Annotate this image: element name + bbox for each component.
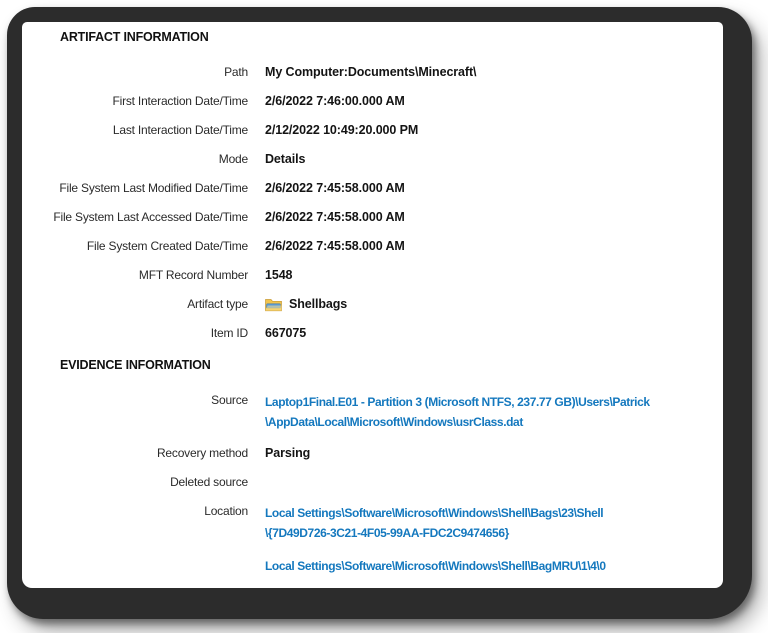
location-label-2 (35, 556, 248, 572)
last-interaction-value: 2/12/2022 10:49:20.000 PM (265, 123, 419, 137)
path-value: My Computer:Documents\Minecraft\ (265, 65, 477, 79)
fs-created-value: 2/6/2022 7:45:58.000 AM (265, 239, 405, 253)
artifact-type-row (35, 296, 723, 312)
folder-icon (265, 297, 282, 312)
artifact-details-panel (22, 22, 723, 588)
artifact-type-value: Shellbags (289, 297, 348, 311)
fs-created-label: File System Created Date/Time (86, 239, 248, 253)
last-interaction-row (35, 122, 723, 138)
artifact-type-value-group (265, 296, 720, 312)
fs-created-row (35, 238, 723, 254)
path-row (35, 64, 723, 80)
first-interaction-value: 2/6/2022 7:46:00.000 AM (265, 94, 405, 108)
artifact-information-header: ARTIFACT INFORMATION (60, 30, 209, 44)
item-id-label: Item ID (210, 326, 248, 340)
deleted-source-label: Deleted source (170, 475, 248, 489)
mft-record-label: MFT Record Number (138, 268, 248, 282)
location-link-2[interactable]: Local Settings\Software\Microsoft\Windows\Shell\BagMRU\1\4\0 (265, 559, 606, 573)
location-row (35, 503, 723, 543)
deleted-source-value (265, 474, 720, 490)
first-interaction-row (35, 93, 723, 109)
fs-last-modified-label: File System Last Modified Date/Time (59, 181, 248, 195)
location-link-1[interactable]: Local Settings\Software\Microsoft\Windows\Shell\Bags\23\Shell \{7D49D726-3C21-4F05-99AA-FDC2C9474656} (265, 506, 604, 540)
mode-row (35, 151, 723, 167)
fs-last-modified-row (35, 180, 723, 196)
mft-record-row (35, 267, 723, 283)
source-link[interactable]: Laptop1Final.E01 - Partition 3 (Microsoft NTFS, 237.77 GB)\Users\Patrick \AppData\Local\Microsoft\Windows\usrClass.dat (265, 395, 650, 429)
first-interaction-label: First Interaction Date/Time (112, 94, 248, 108)
recovery-method-row (35, 445, 723, 461)
deleted-source-row (35, 474, 723, 490)
fs-last-accessed-row (35, 209, 723, 225)
item-id-row (35, 325, 723, 341)
source-label: Source (211, 393, 248, 407)
mode-value: Details (265, 152, 306, 166)
fs-last-accessed-label: File System Last Accessed Date/Time (53, 210, 248, 224)
location-row-2 (35, 556, 723, 576)
last-interaction-label: Last Interaction Date/Time (112, 123, 248, 137)
evidence-information-header: EVIDENCE INFORMATION (60, 358, 211, 372)
location-label: Location (204, 504, 248, 518)
recovery-method-label: Recovery method (156, 446, 248, 460)
path-label: Path (224, 65, 248, 79)
item-id-value: 667075 (265, 326, 307, 340)
source-row (35, 392, 723, 432)
fs-last-accessed-value: 2/6/2022 7:45:58.000 AM (265, 210, 405, 224)
mft-record-value: 1548 (265, 268, 293, 282)
mode-label: Mode (218, 152, 248, 166)
window-shadow-frame (7, 7, 752, 619)
artifact-type-label: Artifact type (187, 297, 248, 311)
recovery-method-value: Parsing (265, 446, 311, 460)
fs-last-modified-value: 2/6/2022 7:45:58.000 AM (265, 181, 405, 195)
